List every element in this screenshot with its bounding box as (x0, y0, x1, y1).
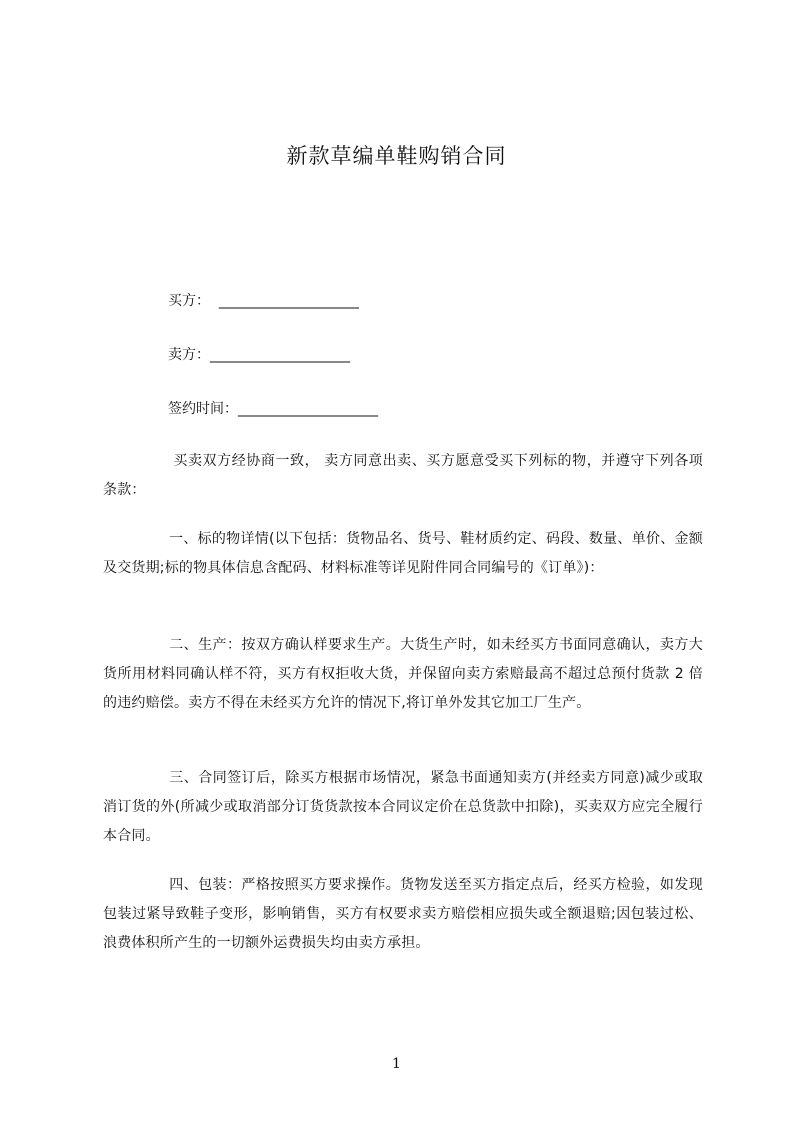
clause-text: 一、标的物详情(以下包括：货物品名、货号、鞋材质约定、码段、数量、单价、金额及交货期;标的物具体信息含配码、材料标准等详见附件同合同编号的《订单》)： (103, 531, 703, 576)
signing-time-field: 签约时间：____________________ (168, 401, 378, 417)
seller-field: 卖方：____________________ (168, 347, 350, 363)
intro-paragraph (103, 447, 703, 505)
clause-3 (103, 764, 703, 851)
page-number: 1 (392, 1056, 401, 1072)
clause-text: 四、包装：严格按照买方要求操作。货物发送至买方指定点后，经买方检验，如发现包装过紧导致鞋子变形，影响销售，买方有权要求卖方赔偿相应损失或全额退赔;因包装过松、浪费体积所产生的一切额外运费损失均由卖方承担。 (103, 877, 703, 951)
clause-text: 三、合同签订后，除买方根据市场情况，紧急书面通知卖方(并经卖方同意)减少或取消订货的外(所减少或取消部分订货货款按本合同议定价在总货款中扣除)，买卖双方应完全履行本合同。 (103, 770, 703, 844)
document-title: 新款草编单鞋购销合同 (286, 144, 507, 168)
buyer-field: 买方： ____________________ (168, 293, 359, 309)
clause-1 (103, 525, 703, 583)
clause-4 (103, 871, 703, 958)
clause-2 (103, 631, 703, 718)
intro-text: 买卖双方经协商一致， 卖方同意出卖、买方愿意受买下列标的物，并遵守下列各项条款： (103, 453, 703, 498)
clause-text: 二、生产：按双方确认样要求生产。大货生产时，如未经买方书面同意确认，卖方大货所用材料同确认样不符，买方有权拒收大货，并保留向卖方索赔最高不超过总预付货款 2 倍的违约赔偿。卖方不得在未经买方允许的情况下,将订单外发其它加工厂生产。 (103, 637, 703, 711)
